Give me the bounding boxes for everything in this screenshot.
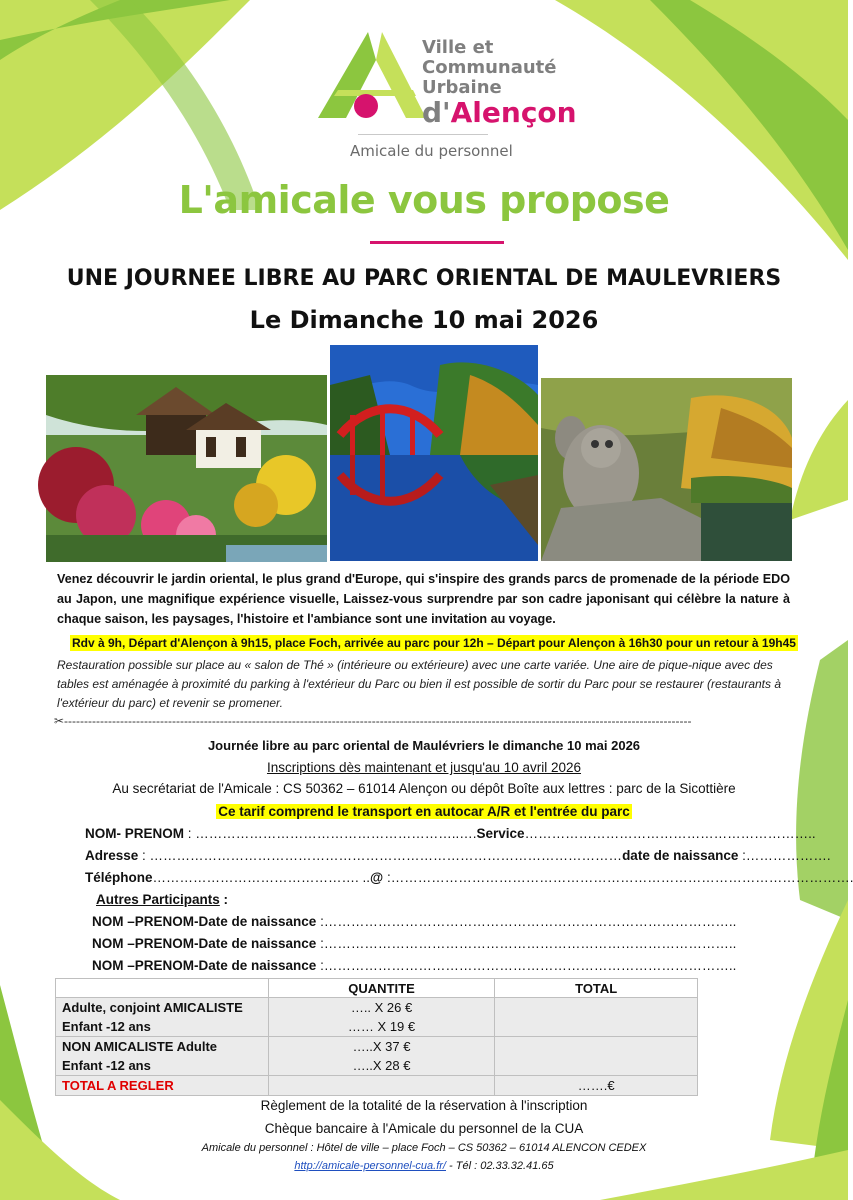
header-empty bbox=[56, 979, 269, 998]
footer-contact bbox=[0, 1160, 848, 1172]
telephone-field[interactable] bbox=[85, 870, 853, 885]
quantity-non-amicaliste[interactable] bbox=[268, 1037, 495, 1076]
date-naissance-dots: :………………. bbox=[738, 848, 831, 863]
website-link[interactable]: http://amicale-personnel-cua.fr/ bbox=[294, 1160, 446, 1172]
autres-participants-heading bbox=[96, 892, 228, 907]
participant-field-1[interactable] bbox=[92, 914, 737, 929]
adresse-dots: : …………………………………………………………………………………………… bbox=[138, 848, 623, 863]
service-label: Service bbox=[476, 826, 525, 841]
participant-label: NOM –PRENOM-Date de naissance bbox=[92, 958, 317, 973]
headline: L'amicale vous propose bbox=[178, 178, 670, 222]
autres-participants-label: Autres Participants bbox=[96, 892, 220, 907]
email-dots: :…………………………………………………………………………………………. bbox=[383, 870, 853, 885]
reglement-text: Règlement de la totalité de la réservation à l'inscription bbox=[260, 1098, 588, 1113]
quantity-amicaliste[interactable] bbox=[268, 998, 495, 1037]
category-amicaliste bbox=[56, 998, 269, 1037]
postal-address: Amicale du personnel : Hôtel de ville – place Foch – CS 50362 – 61014 ALENCON CEDEX bbox=[201, 1142, 647, 1154]
quantity-enfant[interactable]: …..X 28 € bbox=[352, 1058, 411, 1073]
schedule-highlight: Rdv à 9h, Départ d'Alençon à 9h15, place Foch, arrivée au parc pour 12h – Départ pour Alençon à 16h30 pour un retour à 19h45 bbox=[72, 636, 796, 650]
total-cell[interactable] bbox=[495, 998, 698, 1037]
cheque-text: Chèque bancaire à l'Amicale du personnel de la CUA bbox=[264, 1121, 584, 1136]
event-description: Venez découvrir le jardin oriental, le plus grand d'Europe, qui s'inspire des grands parcs de promenade de la période EDO au Japon, une magnifique expérience visuelle, Laissez-vous surprendre par son cadre japonisant qui célèbre la nature à chaque saison, les paysages, l'histoire et l'ambiance sont une invitation au voyage. bbox=[57, 572, 790, 626]
date-naissance-label: date de naissance bbox=[622, 848, 739, 863]
logo-line-4-prefix: d' bbox=[422, 96, 451, 129]
nom-prenom-dots: : …………………………………………………..…. bbox=[184, 826, 477, 841]
cut-line: ✂------------------------------------------------------------------------------------------------------------------------------------------------------------- bbox=[54, 714, 692, 728]
total-quantity-empty bbox=[268, 1076, 495, 1096]
price-table bbox=[55, 978, 698, 1096]
participant-dots: :……………………………………………………………………………….. bbox=[316, 958, 737, 973]
adresse-field[interactable] bbox=[85, 848, 831, 863]
quantity-adulte[interactable]: …..X 37 € bbox=[352, 1039, 411, 1054]
nom-prenom-label: NOM- PRENOM bbox=[85, 826, 184, 841]
headline-underline bbox=[370, 241, 504, 244]
event-date: Le Dimanche 10 mai 2026 bbox=[249, 306, 599, 334]
quantity-enfant[interactable]: …… X 19 € bbox=[347, 1019, 416, 1034]
logo-subtitle: Amicale du personnel bbox=[350, 142, 513, 160]
email-at-label: @ bbox=[370, 870, 384, 885]
participant-label: NOM –PRENOM-Date de naissance bbox=[92, 914, 317, 929]
participant-dots: :……………………………………………………………………………….. bbox=[316, 936, 737, 951]
footer-telephone: - Tél : 02.33.32.41.65 bbox=[446, 1160, 554, 1172]
category-enfant: Enfant -12 ans bbox=[62, 1019, 151, 1034]
garden-photo-1 bbox=[46, 375, 327, 562]
total-label: TOTAL A REGLER bbox=[56, 1076, 269, 1096]
price-table-header bbox=[56, 979, 698, 998]
telephone-label: Téléphone bbox=[85, 870, 153, 885]
logo-line-2: Communauté bbox=[422, 57, 557, 78]
nom-prenom-field[interactable] bbox=[85, 826, 816, 841]
logo-a-mark-icon bbox=[318, 30, 428, 130]
logo-wordmark bbox=[422, 38, 577, 128]
form-heading: Journée libre au parc oriental de Maulévriers le dimanche 10 mai 2026 bbox=[207, 738, 641, 753]
participant-field-3[interactable] bbox=[92, 958, 737, 973]
logo-line-1: Ville et bbox=[422, 37, 494, 58]
participant-field-2[interactable] bbox=[92, 936, 737, 951]
quantity-adulte[interactable]: ….. X 26 € bbox=[350, 1000, 413, 1015]
amicale-logo bbox=[318, 30, 577, 160]
tarif-note bbox=[0, 803, 848, 821]
header-total: TOTAL bbox=[495, 979, 698, 998]
price-row-total bbox=[56, 1076, 698, 1096]
form-address: Au secrétariat de l'Amicale : CS 50362 – 61014 Alençon ou dépôt Boîte aux lettres : parc de la Sicottière bbox=[112, 781, 736, 796]
category-adulte-amicaliste: Adulte, conjoint AMICALISTE bbox=[62, 1000, 243, 1015]
logo-city-name: Alençon bbox=[450, 96, 577, 129]
logo-line-3: Urbaine bbox=[422, 77, 502, 98]
service-dots: ……………………………………………………….. bbox=[524, 826, 816, 841]
restauration-info: Restauration possible sur place au « salon de Thé » (intérieure ou extérieure) avec une carte variée. Une aire de pique-nique avec des tables est aménagée à proximité du parking à l'extérieur du Parc ou bien il est possible de sortir du Parc pour se restaurer (restaurants à l'extérieur du parc) et revenir se promener. bbox=[57, 658, 782, 710]
category-enfant: Enfant -12 ans bbox=[62, 1058, 151, 1073]
autres-participants-colon: : bbox=[219, 892, 229, 907]
header-quantite: QUANTITE bbox=[268, 979, 495, 998]
telephone-dots: ………………………………………. .. bbox=[152, 870, 371, 885]
price-row-amicaliste bbox=[56, 998, 698, 1037]
garden-photo-3 bbox=[541, 378, 792, 561]
price-row-non-amicaliste bbox=[56, 1037, 698, 1076]
participant-dots: :……………………………………………………………………………….. bbox=[316, 914, 737, 929]
adresse-label: Adresse bbox=[85, 848, 139, 863]
logo-divider bbox=[358, 134, 488, 135]
total-cell[interactable] bbox=[495, 1037, 698, 1076]
participant-label: NOM –PRENOM-Date de naissance bbox=[92, 936, 317, 951]
garden-photo-2 bbox=[330, 345, 538, 561]
event-title: UNE JOURNEE LIBRE AU PARC ORIENTAL DE MAULEVRIERS bbox=[66, 266, 782, 291]
tarif-note-text: Ce tarif comprend le transport en autocar A/R et l'entrée du parc bbox=[218, 804, 630, 819]
category-non-amicaliste bbox=[56, 1037, 269, 1076]
form-inscriptions: Inscriptions dès maintenant et jusqu'au 10 avril 2026 bbox=[266, 760, 582, 775]
total-value[interactable]: …….€ bbox=[495, 1076, 698, 1096]
category-adulte-non-amicaliste: NON AMICALISTE Adulte bbox=[62, 1039, 218, 1054]
